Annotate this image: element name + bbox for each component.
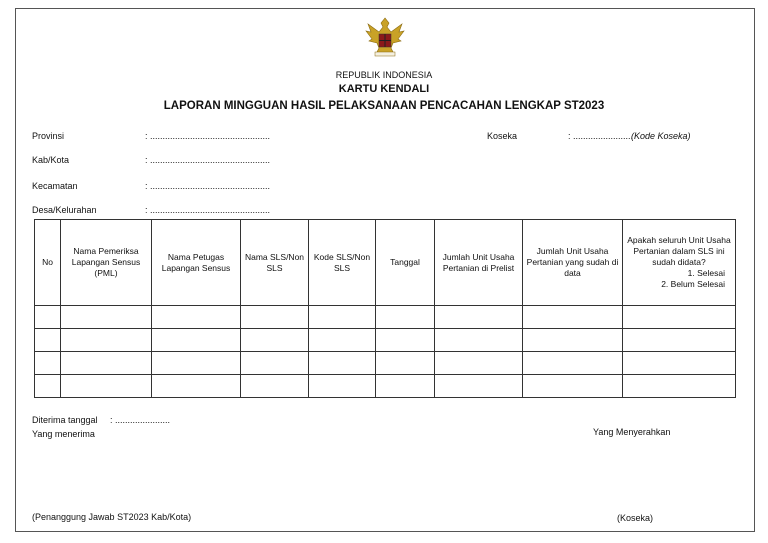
table-header-row — [35, 220, 736, 306]
col-pml: Nama Pemeriksa Lapangan Sensus (PML) — [61, 220, 152, 306]
provinsi-field[interactable]: : ................................................ — [145, 131, 271, 141]
table-cell[interactable] — [152, 306, 241, 329]
report-table — [34, 219, 736, 398]
table-cell[interactable] — [241, 375, 309, 398]
table-cell[interactable] — [523, 375, 623, 398]
table-row — [35, 375, 736, 398]
status-question: Apakah seluruh Unit Usaha Pertanian dalam SLS ini sudah didata? — [627, 235, 731, 267]
table-cell[interactable] — [61, 352, 152, 375]
col-prelist: Jumlah Unit Usaha Pertanian di Prelist — [435, 220, 523, 306]
table-cell[interactable] — [623, 352, 736, 375]
republic-label: REPUBLIK INDONESIA — [335, 70, 433, 80]
table-cell[interactable] — [376, 375, 435, 398]
garuda-emblem-icon — [362, 14, 408, 58]
table-cell[interactable] — [309, 306, 376, 329]
table-cell[interactable] — [523, 352, 623, 375]
kecamatan-field[interactable]: : ................................................ — [145, 181, 271, 191]
koseka-field[interactable]: : ........................ — [568, 131, 634, 141]
receiver-label: Yang menerima — [32, 429, 95, 439]
table-cell[interactable] — [623, 375, 736, 398]
kabkota-label: Kab/Kota — [32, 155, 70, 165]
table-cell[interactable] — [35, 375, 61, 398]
kecamatan-label: Kecamatan — [32, 181, 78, 191]
col-tanggal: Tanggal — [376, 220, 435, 306]
table-cell[interactable] — [61, 306, 152, 329]
kabkota-field[interactable]: : ................................................ — [145, 155, 271, 165]
table-cell[interactable] — [35, 352, 61, 375]
col-no: No — [35, 220, 61, 306]
table-cell[interactable] — [241, 306, 309, 329]
koseka-label: Koseka — [487, 131, 518, 141]
receiver-role: (Penanggung Jawab ST2023 Kab/Kota) — [32, 512, 192, 522]
table-cell[interactable] — [376, 352, 435, 375]
provinsi-label: Provinsi — [32, 131, 65, 141]
table-cell[interactable] — [309, 329, 376, 352]
koseka-note: (Kode Koseka) — [631, 131, 691, 141]
table-cell[interactable] — [435, 329, 523, 352]
table-cell[interactable] — [309, 375, 376, 398]
table-cell[interactable] — [435, 306, 523, 329]
table-cell[interactable] — [61, 375, 152, 398]
table-cell[interactable] — [623, 306, 736, 329]
report-title: LAPORAN MINGGUAN HASIL PELAKSANAAN PENCACAHAN LENGKAP ST2023 — [163, 100, 605, 112]
status-option-belum: 2. Belum Selesai — [661, 279, 725, 289]
desa-field[interactable]: : ................................................ — [145, 205, 271, 215]
col-kode-sls: Kode SLS/Non SLS — [309, 220, 376, 306]
table-cell[interactable] — [152, 329, 241, 352]
submitter-label: Yang Menyerahkan — [593, 427, 671, 437]
received-date-label: Diterima tanggal — [32, 415, 98, 425]
table-cell[interactable] — [309, 352, 376, 375]
table-cell[interactable] — [61, 329, 152, 352]
col-nama-sls: Nama SLS/Non SLS — [241, 220, 309, 306]
col-sudah-didata: Jumlah Unit Usaha Pertanian yang sudah di data — [523, 220, 623, 306]
col-status — [623, 220, 736, 306]
table-cell[interactable] — [35, 329, 61, 352]
table-cell[interactable] — [241, 329, 309, 352]
received-date-field[interactable]: : ...................... — [110, 415, 171, 425]
table-cell[interactable] — [152, 375, 241, 398]
table-cell[interactable] — [523, 306, 623, 329]
table-row — [35, 329, 736, 352]
submitter-role: (Koseka) — [617, 513, 654, 523]
table-cell[interactable] — [376, 329, 435, 352]
table-row — [35, 306, 736, 329]
col-petugas: Nama Petugas Lapangan Sensus — [152, 220, 241, 306]
table-cell[interactable] — [35, 306, 61, 329]
card-title: KARTU KENDALI — [338, 83, 430, 95]
table-cell[interactable] — [376, 306, 435, 329]
table-cell[interactable] — [435, 352, 523, 375]
table-cell[interactable] — [152, 352, 241, 375]
table-cell[interactable] — [623, 329, 736, 352]
table-cell[interactable] — [241, 352, 309, 375]
table-row — [35, 352, 736, 375]
table-cell[interactable] — [435, 375, 523, 398]
table-cell[interactable] — [523, 329, 623, 352]
status-option-selesai: 1. Selesai — [687, 268, 725, 278]
desa-label: Desa/Kelurahan — [32, 205, 97, 215]
